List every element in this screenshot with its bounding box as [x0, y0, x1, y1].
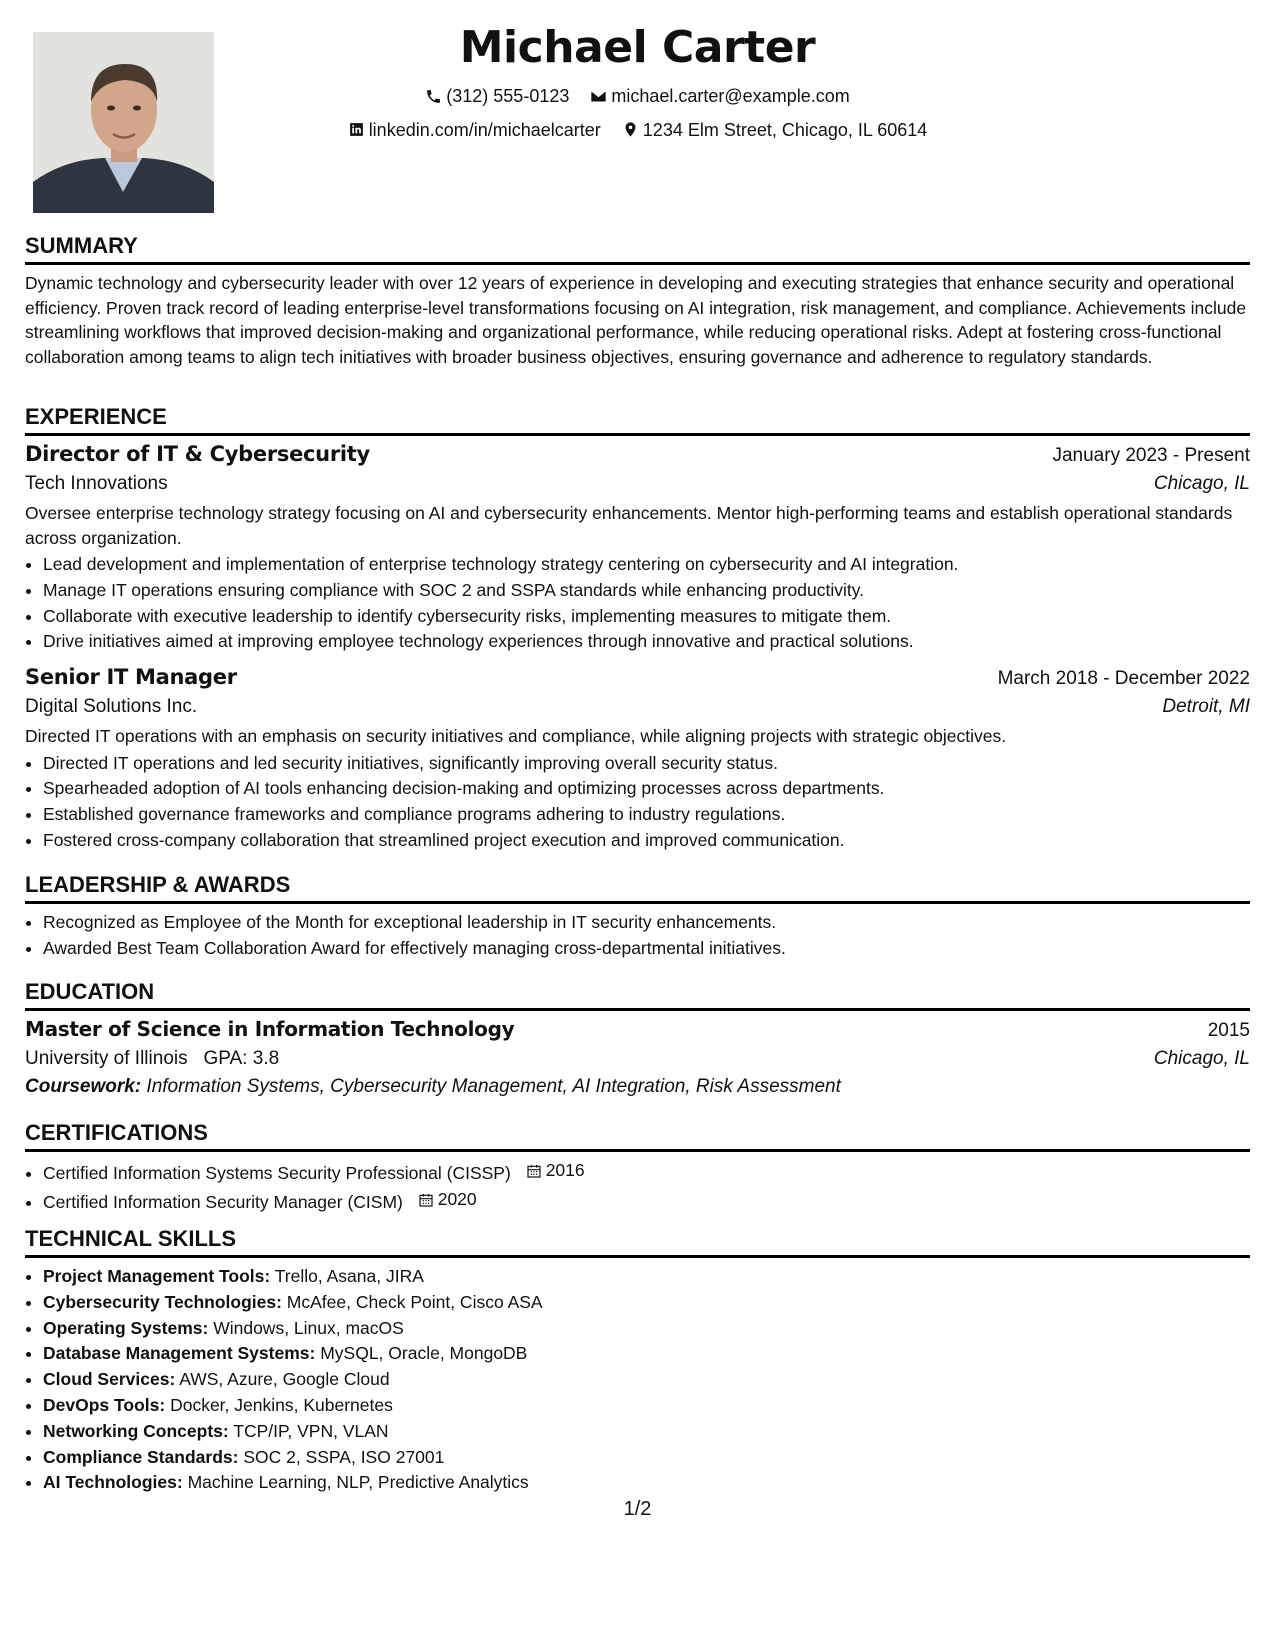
- street-address: 1234 Elm Street, Chicago, IL 60614: [642, 119, 928, 140]
- job-bullets: [25, 751, 1250, 854]
- list-item: • Drive initiatives aimed at improving employee technology experiences through innovative and practical solutions.: [43, 629, 1250, 655]
- address-contact: [622, 118, 928, 142]
- coursework-list: Information Systems, Cybersecurity Management, AI Integration, Risk Assessment: [146, 1076, 841, 1097]
- school-info: [25, 1048, 279, 1070]
- list-item: [43, 1264, 1250, 1290]
- experience-section: [25, 403, 1250, 854]
- contact-line-1: [25, 84, 1250, 111]
- phone-contact: [425, 84, 569, 108]
- list-item: • Awarded Best Team Collaboration Award for effectively managing cross-departmental initiatives.: [43, 936, 1250, 962]
- linkedin-url[interactable]: linkedin.com/in/michaelcarter: [368, 119, 601, 140]
- skill-value: SOC 2, SSPA, ISO 27001: [243, 1446, 445, 1467]
- list-item: • Spearheaded adoption of AI tools enhancing decision-making and optimizing processes across departments.: [43, 776, 1250, 802]
- certifications-section: [25, 1119, 1250, 1215]
- school-location: Chicago, IL: [1153, 1048, 1250, 1069]
- degree-name: Master of Science in Information Technology: [25, 1017, 515, 1041]
- skill-value: Docker, Jenkins, Kubernetes: [170, 1394, 393, 1415]
- list-item: [43, 1445, 1250, 1471]
- job-dates: January 2023 - Present: [1052, 445, 1250, 466]
- resume-page: [25, 0, 1250, 1650]
- skill-label: DevOps Tools:: [43, 1394, 166, 1415]
- section-title: TECHNICAL SKILLS: [25, 1225, 1250, 1258]
- job-title: Senior IT Manager: [25, 665, 237, 690]
- job-bullets: [25, 552, 1250, 655]
- list-item: [43, 1419, 1250, 1445]
- coursework-label: Coursework:: [25, 1076, 142, 1097]
- certification-date: [526, 1158, 585, 1184]
- school-name: University of Illinois: [25, 1048, 188, 1069]
- list-item: [43, 1367, 1250, 1393]
- skill-label: Database Management Systems:: [43, 1343, 316, 1364]
- certification-year: 2020: [437, 1188, 477, 1209]
- skill-label: Operating Systems:: [43, 1317, 209, 1338]
- section-title: EDUCATION: [25, 978, 1250, 1011]
- calendar-icon: [526, 1163, 542, 1179]
- list-item: [43, 1158, 1250, 1187]
- summary-section: [25, 232, 1250, 369]
- list-item: [43, 1290, 1250, 1316]
- skills-section: [25, 1225, 1250, 1496]
- list-item: • Recognized as Employee of the Month for exceptional leadership in IT security enhancements.: [43, 910, 1250, 936]
- email-address[interactable]: michael.carter@example.com: [611, 86, 850, 106]
- resume-header: [25, 20, 1250, 144]
- list-item: • Directed IT operations and led security initiatives, significantly improving overall security status.: [43, 751, 1250, 777]
- job-entry: [25, 665, 1250, 854]
- calendar-icon: [418, 1192, 434, 1208]
- list-item: [43, 1341, 1250, 1367]
- company-name: Digital Solutions Inc.: [25, 696, 198, 718]
- skill-label: Cloud Services:: [43, 1369, 176, 1390]
- envelope-icon: [590, 88, 607, 105]
- certification-year: 2016: [545, 1160, 585, 1180]
- list-item: [43, 1393, 1250, 1419]
- section-title: LEADERSHIP & AWARDS: [25, 871, 1250, 904]
- candidate-name: Michael Carter: [459, 22, 816, 73]
- job-location: Detroit, MI: [1162, 696, 1250, 718]
- skill-label: Compliance Standards:: [43, 1446, 239, 1467]
- list-item: • Lead development and implementation of enterprise technology strategy centering on cybersecurity and AI integration.: [43, 552, 1250, 578]
- certification-name: Certified Information Systems Security Professional (CISSP): [43, 1162, 511, 1183]
- linkedin-icon: [348, 121, 365, 138]
- certification-date: [418, 1187, 477, 1213]
- leadership-section: [25, 871, 1250, 962]
- list-item: [43, 1316, 1250, 1342]
- phone-number: (312) 555-0123: [446, 86, 570, 106]
- section-title: CERTIFICATIONS: [25, 1119, 1250, 1152]
- summary-text: Dynamic technology and cybersecurity leader with over 12 years of experience in developing and executing strategies that enhance security and operational efficiency. Proven track record of leading enterprise-level transformations focusing on AI integration, risk management, and compliance. Achievements include streamlining workflows that improved decision-making and organizational performance, while reducing operational risks. Adept at fostering cross-functional collaboration among teams to align tech initiatives with broader business objectives, ensuring governance and adherence to regulatory standards.: [25, 273, 1247, 367]
- list-item: • Manage IT operations ensuring compliance with SOC 2 and SSPA standards while enhancing productivity.: [43, 578, 1250, 604]
- job-dates: March 2018 - December 2022: [997, 668, 1250, 690]
- coursework: [25, 1076, 1250, 1098]
- skill-value: Windows, Linux, macOS: [213, 1317, 404, 1338]
- job-entry: [25, 442, 1250, 655]
- skill-label: Cybersecurity Technologies:: [43, 1291, 282, 1312]
- section-title: EXPERIENCE: [25, 403, 1250, 436]
- map-pin-icon: [622, 121, 639, 138]
- skill-value: McAfee, Check Point, Cisco ASA: [286, 1291, 543, 1312]
- email-contact[interactable]: [590, 84, 849, 108]
- job-location: Chicago, IL: [1153, 473, 1250, 494]
- graduation-year: 2015: [1207, 1020, 1250, 1041]
- linkedin-contact[interactable]: [348, 118, 601, 142]
- list-item: [43, 1187, 1250, 1216]
- skill-value: Machine Learning, NLP, Predictive Analytics: [187, 1472, 529, 1493]
- company-name: Tech Innovations: [25, 473, 168, 494]
- job-summary: Oversee enterprise technology strategy focusing on AI and cybersecurity enhancements. Mentor high-performing teams and establish operational standards across organization.: [25, 503, 1233, 548]
- list-item: • Collaborate with executive leadership to identify cybersecurity risks, implementing measures to mitigate them.: [43, 604, 1250, 630]
- list-item: • Established governance frameworks and compliance programs adhering to industry regulations.: [43, 802, 1250, 828]
- education-section: [25, 978, 1250, 1098]
- certification-list: [25, 1158, 1250, 1215]
- leadership-list: [25, 910, 1250, 962]
- gpa: GPA: 3.8: [203, 1048, 280, 1069]
- certification-name: Certified Information Security Manager (CISM): [43, 1191, 403, 1212]
- skill-value: MySQL, Oracle, MongoDB: [320, 1343, 528, 1364]
- skills-list: [25, 1264, 1250, 1496]
- list-item: [43, 1470, 1250, 1496]
- skill-label: Project Management Tools:: [43, 1266, 271, 1286]
- contact-line-2: [25, 118, 1250, 145]
- job-summary: Directed IT operations with an emphasis on security initiatives and compliance, while aligning projects with strategic objectives.: [25, 726, 1007, 747]
- skill-value: AWS, Azure, Google Cloud: [179, 1369, 390, 1390]
- phone-icon: [425, 88, 442, 105]
- job-title: Director of IT & Cybersecurity: [25, 442, 370, 466]
- skill-value: TCP/IP, VPN, VLAN: [233, 1420, 389, 1441]
- skill-label: Networking Concepts:: [43, 1420, 229, 1441]
- skill-value: Trello, Asana, JIRA: [274, 1266, 424, 1286]
- section-title: SUMMARY: [25, 232, 1250, 265]
- page-number: 1/2: [623, 1498, 652, 1520]
- skill-label: AI Technologies:: [43, 1472, 183, 1493]
- list-item: • Fostered cross-company collaboration that streamlined project execution and improved communication.: [43, 828, 1250, 854]
